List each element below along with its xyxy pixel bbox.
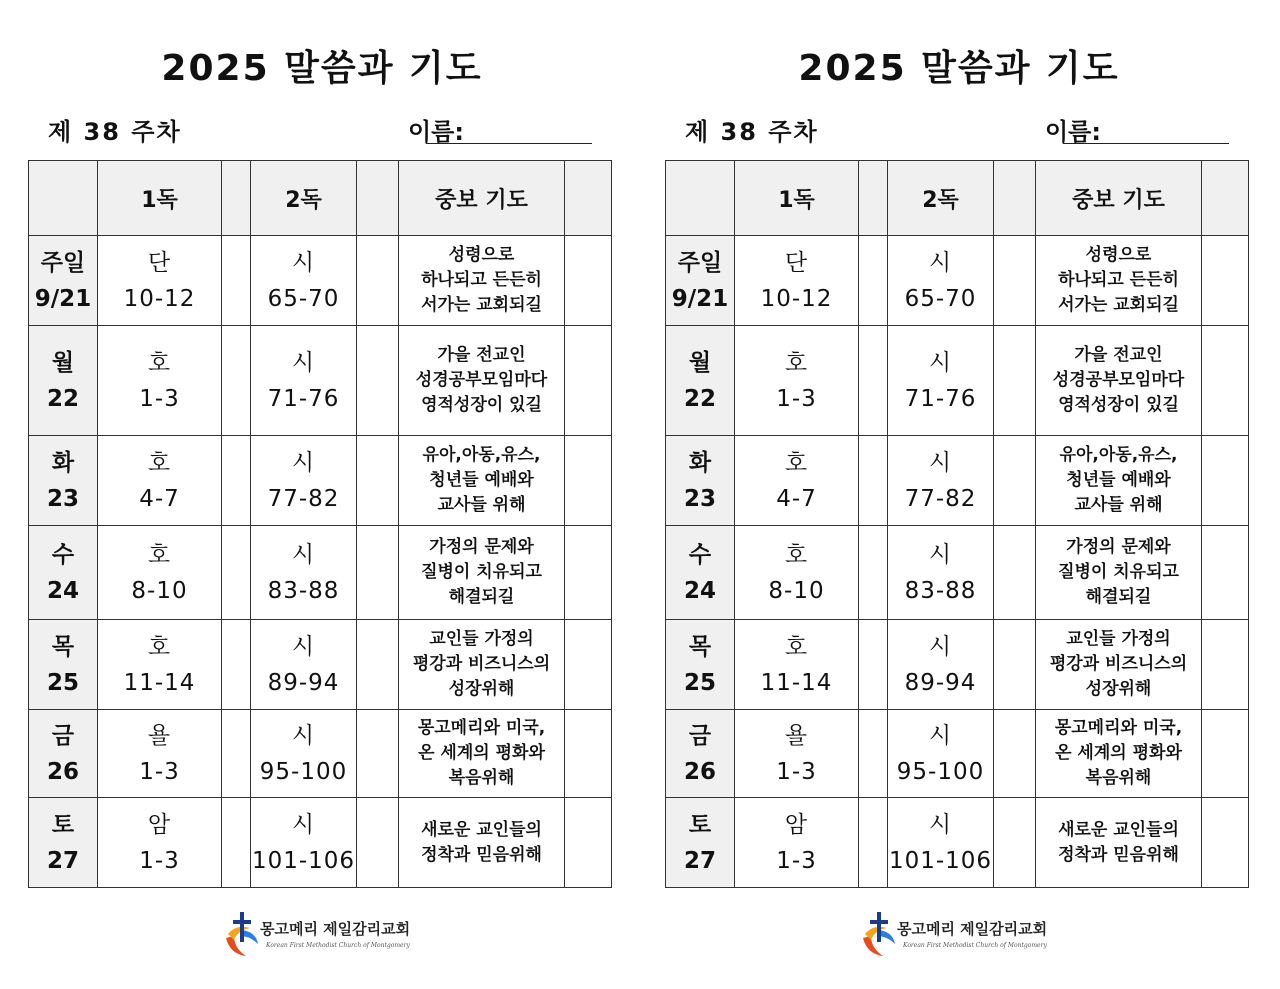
table-row xyxy=(666,710,1249,798)
prayer-checkbox[interactable] xyxy=(1202,236,1249,326)
day-cell xyxy=(666,236,735,326)
reading-2-chapters: 83-88 xyxy=(904,577,977,604)
weekday-label: 금 xyxy=(51,722,75,749)
header-reading-1: 1독 xyxy=(735,161,859,236)
prayer-line: 가정의 문제와 xyxy=(429,537,534,557)
table-row xyxy=(29,710,612,798)
day-cell xyxy=(666,710,735,798)
reading-1-book: 암 xyxy=(784,811,809,838)
reading-1-checkbox[interactable] xyxy=(859,326,888,436)
prayer-line: 온 세계의 평화와 xyxy=(1055,743,1182,763)
prayer-line: 성령으로 xyxy=(448,245,515,265)
prayer-line: 서가는 교회되길 xyxy=(1058,295,1179,315)
table-row xyxy=(666,798,1249,888)
reading-2-cell xyxy=(888,526,994,620)
reading-1-checkbox[interactable] xyxy=(222,526,251,620)
prayer-line: 영적성장이 있길 xyxy=(421,395,542,415)
reading-2-chapters: 95-100 xyxy=(259,758,348,785)
table-row xyxy=(29,526,612,620)
reading-2-cell xyxy=(251,526,357,620)
prayer-line: 성장위해 xyxy=(1085,679,1152,699)
reading-2-chapters: 101-106 xyxy=(888,847,993,874)
reading-2-cell xyxy=(251,436,357,526)
table-row xyxy=(666,526,1249,620)
reading-1-checkbox[interactable] xyxy=(222,236,251,326)
header-reading-1: 1독 xyxy=(98,161,222,236)
prayer-checkbox[interactable] xyxy=(565,236,612,326)
reading-2-checkbox[interactable] xyxy=(357,236,399,326)
reading-1-book: 욜 xyxy=(147,722,172,749)
prayer-cell xyxy=(1036,236,1202,326)
reading-1-book: 호 xyxy=(147,633,172,660)
prayer-line: 가을 전교인 xyxy=(437,345,526,365)
prayer-line: 정착과 믿음위해 xyxy=(1058,844,1179,865)
table-header-row xyxy=(29,161,612,236)
reading-2-checkbox[interactable] xyxy=(994,326,1036,436)
prayer-line: 복음위해 xyxy=(1085,768,1152,788)
reading-1-book: 단 xyxy=(784,249,809,276)
day-cell xyxy=(666,436,735,526)
prayer-line: 성령으로 xyxy=(1085,245,1152,265)
prayer-line: 청년들 예배와 xyxy=(1066,470,1171,490)
date-label: 26 xyxy=(683,758,716,785)
prayer-line: 해결되길 xyxy=(448,587,515,607)
reading-1-cell xyxy=(735,526,859,620)
reading-1-book: 호 xyxy=(784,633,809,660)
date-label: 25 xyxy=(46,669,79,696)
prayer-line: 성경공부모임마다 xyxy=(415,370,548,390)
reading-1-chapters: 11-14 xyxy=(760,669,833,696)
reading-1-book: 호 xyxy=(784,541,809,568)
prayer-checkbox[interactable] xyxy=(1202,436,1249,526)
reading-1-chapters: 1-3 xyxy=(776,385,817,412)
prayer-cell xyxy=(1036,798,1202,888)
reading-1-checkbox[interactable] xyxy=(859,526,888,620)
reading-1-cell xyxy=(735,436,859,526)
prayer-checkbox[interactable] xyxy=(1202,526,1249,620)
table-row xyxy=(29,436,612,526)
reading-2-book: 시 xyxy=(291,449,316,476)
day-cell xyxy=(29,326,98,436)
prayer-line: 해결되길 xyxy=(1085,587,1152,607)
reading-2-chapters: 71-76 xyxy=(267,385,340,412)
prayer-line: 정착과 믿음위해 xyxy=(421,844,542,865)
reading-2-chapters: 65-70 xyxy=(904,285,977,312)
weekday-label: 목 xyxy=(51,633,75,660)
reading-2-book: 시 xyxy=(291,811,316,838)
day-cell xyxy=(666,620,735,710)
reading-2-book: 시 xyxy=(928,449,953,476)
prayer-cell xyxy=(399,436,565,526)
table-row xyxy=(29,236,612,326)
weekday-label: 토 xyxy=(51,811,75,838)
header-prayer: 중보 기도 xyxy=(399,161,565,236)
reading-2-book: 시 xyxy=(928,633,953,660)
date-label: 9/21 xyxy=(671,285,729,312)
table-row xyxy=(29,620,612,710)
reading-2-cell xyxy=(251,326,357,436)
prayer-line: 교사들 위해 xyxy=(437,495,526,515)
reading-1-cell xyxy=(98,620,222,710)
prayer-checkbox[interactable] xyxy=(1202,620,1249,710)
day-cell xyxy=(666,798,735,888)
church-logo xyxy=(857,908,1057,960)
church-logo xyxy=(220,908,420,960)
name-label: 이름: xyxy=(1045,118,1101,146)
reading-2-chapters: 65-70 xyxy=(267,285,340,312)
reading-1-book: 단 xyxy=(147,249,172,276)
reading-1-chapters: 8-10 xyxy=(131,577,188,604)
reading-1-book: 암 xyxy=(147,811,172,838)
church-name-english: Korean First Methodist Church of Montgomery xyxy=(266,942,410,949)
weekday-label: 주일 xyxy=(677,249,723,276)
reading-2-chapters: 77-82 xyxy=(904,485,977,512)
weekday-label: 월 xyxy=(688,349,712,376)
prayer-line: 가정의 문제와 xyxy=(1066,537,1171,557)
header-check-1 xyxy=(859,161,888,236)
prayer-line: 청년들 예배와 xyxy=(429,470,534,490)
name-blank-line[interactable] xyxy=(1063,143,1229,144)
table-row xyxy=(29,798,612,888)
day-cell xyxy=(29,526,98,620)
reading-2-book: 시 xyxy=(928,722,953,749)
day-cell xyxy=(29,710,98,798)
reading-2-cell xyxy=(888,710,994,798)
prayer-line: 몽고메리와 미국, xyxy=(1054,718,1183,738)
weekday-label: 금 xyxy=(688,722,712,749)
reading-2-checkbox[interactable] xyxy=(357,526,399,620)
prayer-cell xyxy=(399,326,565,436)
reading-1-book: 호 xyxy=(784,449,809,476)
table-row xyxy=(666,326,1249,436)
prayer-cell xyxy=(399,620,565,710)
sheet-title: 2025 말씀과 기도 xyxy=(798,48,1120,89)
prayer-checkbox[interactable] xyxy=(565,526,612,620)
table-row xyxy=(29,326,612,436)
week-label: 제 38 주차 xyxy=(48,118,182,146)
reading-1-cell xyxy=(735,620,859,710)
prayer-checkbox[interactable] xyxy=(1202,326,1249,436)
prayer-cell xyxy=(399,236,565,326)
day-cell xyxy=(29,436,98,526)
prayer-checkbox[interactable] xyxy=(1202,710,1249,798)
weekday-label: 목 xyxy=(688,633,712,660)
prayer-line: 유아,아동,유스, xyxy=(1059,445,1178,465)
reading-2-checkbox[interactable] xyxy=(994,236,1036,326)
day-cell xyxy=(29,798,98,888)
reading-2-cell xyxy=(251,710,357,798)
day-cell xyxy=(666,526,735,620)
date-label: 24 xyxy=(46,577,79,604)
prayer-line: 교사들 위해 xyxy=(1074,495,1163,515)
prayer-line: 질병이 치유되고 xyxy=(421,562,542,582)
reading-2-chapters: 83-88 xyxy=(267,577,340,604)
prayer-checkbox[interactable] xyxy=(1202,798,1249,888)
prayer-line: 서가는 교회되길 xyxy=(421,295,542,315)
prayer-cell xyxy=(1036,326,1202,436)
day-cell xyxy=(29,236,98,326)
prayer-line: 평강과 비즈니스의 xyxy=(412,654,551,674)
reading-2-cell xyxy=(251,798,357,888)
church-name-english: Korean First Methodist Church of Montgomery xyxy=(903,942,1047,949)
church-name: 몽고메리 제일감리교회 xyxy=(897,920,1048,938)
reading-1-checkbox[interactable] xyxy=(859,236,888,326)
table-row xyxy=(666,236,1249,326)
prayer-cell xyxy=(399,710,565,798)
reading-1-book: 호 xyxy=(147,449,172,476)
reading-2-book: 시 xyxy=(291,349,316,376)
day-cell xyxy=(666,326,735,436)
prayer-line: 온 세계의 평화와 xyxy=(418,743,545,763)
week-label: 제 38 주차 xyxy=(685,118,819,146)
day-cell xyxy=(29,620,98,710)
reading-2-chapters: 89-94 xyxy=(267,669,340,696)
reading-2-cell xyxy=(888,436,994,526)
header-reading-2: 2독 xyxy=(888,161,994,236)
weekday-label: 화 xyxy=(688,449,712,476)
reading-2-book: 시 xyxy=(928,349,953,376)
name-blank-line[interactable] xyxy=(426,143,592,144)
date-label: 23 xyxy=(46,485,79,512)
name-label: 이름: xyxy=(408,118,464,146)
prayer-line: 성장위해 xyxy=(448,679,515,699)
header-prayer: 중보 기도 xyxy=(1036,161,1202,236)
reading-2-checkbox[interactable] xyxy=(357,326,399,436)
date-label: 22 xyxy=(683,385,716,412)
reading-2-book: 시 xyxy=(928,541,953,568)
reading-plan-table xyxy=(28,160,612,888)
reading-1-checkbox[interactable] xyxy=(222,620,251,710)
reading-1-chapters: 4-7 xyxy=(139,485,180,512)
prayer-line: 성경공부모임마다 xyxy=(1052,370,1185,390)
reading-1-chapters: 1-3 xyxy=(139,758,180,785)
header-check-2 xyxy=(994,161,1036,236)
prayer-checkbox[interactable] xyxy=(565,710,612,798)
reading-2-checkbox[interactable] xyxy=(994,620,1036,710)
date-label: 27 xyxy=(683,847,716,874)
reading-1-book: 호 xyxy=(147,349,172,376)
prayer-line: 하나되고 든든히 xyxy=(421,270,542,290)
weekday-label: 월 xyxy=(51,349,75,376)
reading-1-book: 호 xyxy=(784,349,809,376)
reading-2-book: 시 xyxy=(928,811,953,838)
sheet-title: 2025 말씀과 기도 xyxy=(161,48,483,89)
prayer-line: 평강과 비즈니스의 xyxy=(1049,654,1188,674)
reading-sheet-right xyxy=(659,0,1259,989)
date-label: 24 xyxy=(683,577,716,604)
reading-1-chapters: 1-3 xyxy=(139,847,180,874)
weekday-label: 토 xyxy=(688,811,712,838)
reading-1-chapters: 1-3 xyxy=(776,758,817,785)
reading-1-checkbox[interactable] xyxy=(222,326,251,436)
prayer-line: 복음위해 xyxy=(448,768,515,788)
reading-1-chapters: 1-3 xyxy=(139,385,180,412)
reading-2-book: 시 xyxy=(291,722,316,749)
reading-1-cell xyxy=(98,526,222,620)
reading-1-cell xyxy=(98,798,222,888)
header-check-1 xyxy=(222,161,251,236)
reading-1-cell xyxy=(735,326,859,436)
reading-2-chapters: 89-94 xyxy=(904,669,977,696)
reading-1-checkbox[interactable] xyxy=(222,710,251,798)
reading-2-chapters: 101-106 xyxy=(251,847,356,874)
prayer-line: 가을 전교인 xyxy=(1074,345,1163,365)
reading-2-cell xyxy=(888,620,994,710)
reading-1-checkbox[interactable] xyxy=(859,798,888,888)
reading-1-cell xyxy=(735,798,859,888)
reading-1-chapters: 11-14 xyxy=(123,669,196,696)
header-check-2 xyxy=(357,161,399,236)
table-row xyxy=(666,436,1249,526)
prayer-checkbox[interactable] xyxy=(565,620,612,710)
reading-1-cell xyxy=(98,236,222,326)
reading-2-checkbox[interactable] xyxy=(357,436,399,526)
header-check-3 xyxy=(1202,161,1249,236)
date-label: 9/21 xyxy=(34,285,92,312)
prayer-cell xyxy=(1036,436,1202,526)
date-label: 26 xyxy=(46,758,79,785)
reading-2-checkbox[interactable] xyxy=(994,436,1036,526)
reading-1-checkbox[interactable] xyxy=(222,798,251,888)
church-name: 몽고메리 제일감리교회 xyxy=(260,920,411,938)
reading-1-cell xyxy=(98,710,222,798)
weekday-label: 수 xyxy=(51,541,75,568)
reading-2-book: 시 xyxy=(291,541,316,568)
table-row xyxy=(666,620,1249,710)
reading-2-chapters: 71-76 xyxy=(904,385,977,412)
reading-plan-table xyxy=(665,160,1249,888)
table-header-row xyxy=(666,161,1249,236)
prayer-line: 교인들 가정의 xyxy=(429,629,534,649)
reading-1-chapters: 4-7 xyxy=(776,485,817,512)
prayer-cell xyxy=(1036,710,1202,798)
prayer-line: 새로운 교인들의 xyxy=(421,819,542,840)
reading-2-checkbox[interactable] xyxy=(994,710,1036,798)
reading-2-checkbox[interactable] xyxy=(357,710,399,798)
reading-2-checkbox[interactable] xyxy=(994,798,1036,888)
prayer-checkbox[interactable] xyxy=(565,798,612,888)
weekday-label: 주일 xyxy=(40,249,86,276)
prayer-checkbox[interactable] xyxy=(565,436,612,526)
reading-2-checkbox[interactable] xyxy=(994,526,1036,620)
reading-2-checkbox[interactable] xyxy=(357,620,399,710)
reading-1-chapters: 10-12 xyxy=(123,285,196,312)
reading-1-cell xyxy=(735,236,859,326)
header-day xyxy=(29,161,98,236)
header-check-3 xyxy=(565,161,612,236)
reading-1-book: 호 xyxy=(147,541,172,568)
date-label: 22 xyxy=(46,385,79,412)
weekday-label: 수 xyxy=(688,541,712,568)
prayer-line: 교인들 가정의 xyxy=(1066,629,1171,649)
prayer-cell xyxy=(399,526,565,620)
reading-1-checkbox[interactable] xyxy=(859,710,888,798)
reading-2-cell xyxy=(888,798,994,888)
prayer-line: 하나되고 든든히 xyxy=(1058,270,1179,290)
reading-1-chapters: 8-10 xyxy=(768,577,825,604)
prayer-line: 영적성장이 있길 xyxy=(1058,395,1179,415)
date-label: 25 xyxy=(683,669,716,696)
reading-1-book: 욜 xyxy=(784,722,809,749)
date-label: 27 xyxy=(46,847,79,874)
reading-1-cell xyxy=(98,436,222,526)
reading-2-book: 시 xyxy=(928,249,953,276)
reading-2-cell xyxy=(251,236,357,326)
reading-2-chapters: 77-82 xyxy=(267,485,340,512)
reading-1-cell xyxy=(735,710,859,798)
reading-1-checkbox[interactable] xyxy=(859,620,888,710)
reading-1-checkbox[interactable] xyxy=(859,436,888,526)
reading-2-book: 시 xyxy=(291,249,316,276)
prayer-checkbox[interactable] xyxy=(565,326,612,436)
reading-sheet-left xyxy=(22,0,622,989)
date-label: 23 xyxy=(683,485,716,512)
prayer-cell xyxy=(1036,526,1202,620)
header-reading-2: 2독 xyxy=(251,161,357,236)
reading-2-cell xyxy=(888,236,994,326)
reading-2-cell xyxy=(251,620,357,710)
prayer-line: 질병이 치유되고 xyxy=(1058,562,1179,582)
reading-1-checkbox[interactable] xyxy=(222,436,251,526)
reading-1-chapters: 10-12 xyxy=(760,285,833,312)
prayer-line: 유아,아동,유스, xyxy=(422,445,541,465)
reading-2-chapters: 95-100 xyxy=(896,758,985,785)
header-day xyxy=(666,161,735,236)
weekday-label: 화 xyxy=(51,449,75,476)
reading-2-cell xyxy=(888,326,994,436)
prayer-line: 새로운 교인들의 xyxy=(1058,819,1179,840)
prayer-cell xyxy=(1036,620,1202,710)
reading-1-chapters: 1-3 xyxy=(776,847,817,874)
reading-2-checkbox[interactable] xyxy=(357,798,399,888)
prayer-line: 몽고메리와 미국, xyxy=(417,718,546,738)
reading-1-cell xyxy=(98,326,222,436)
reading-2-book: 시 xyxy=(291,633,316,660)
prayer-cell xyxy=(399,798,565,888)
